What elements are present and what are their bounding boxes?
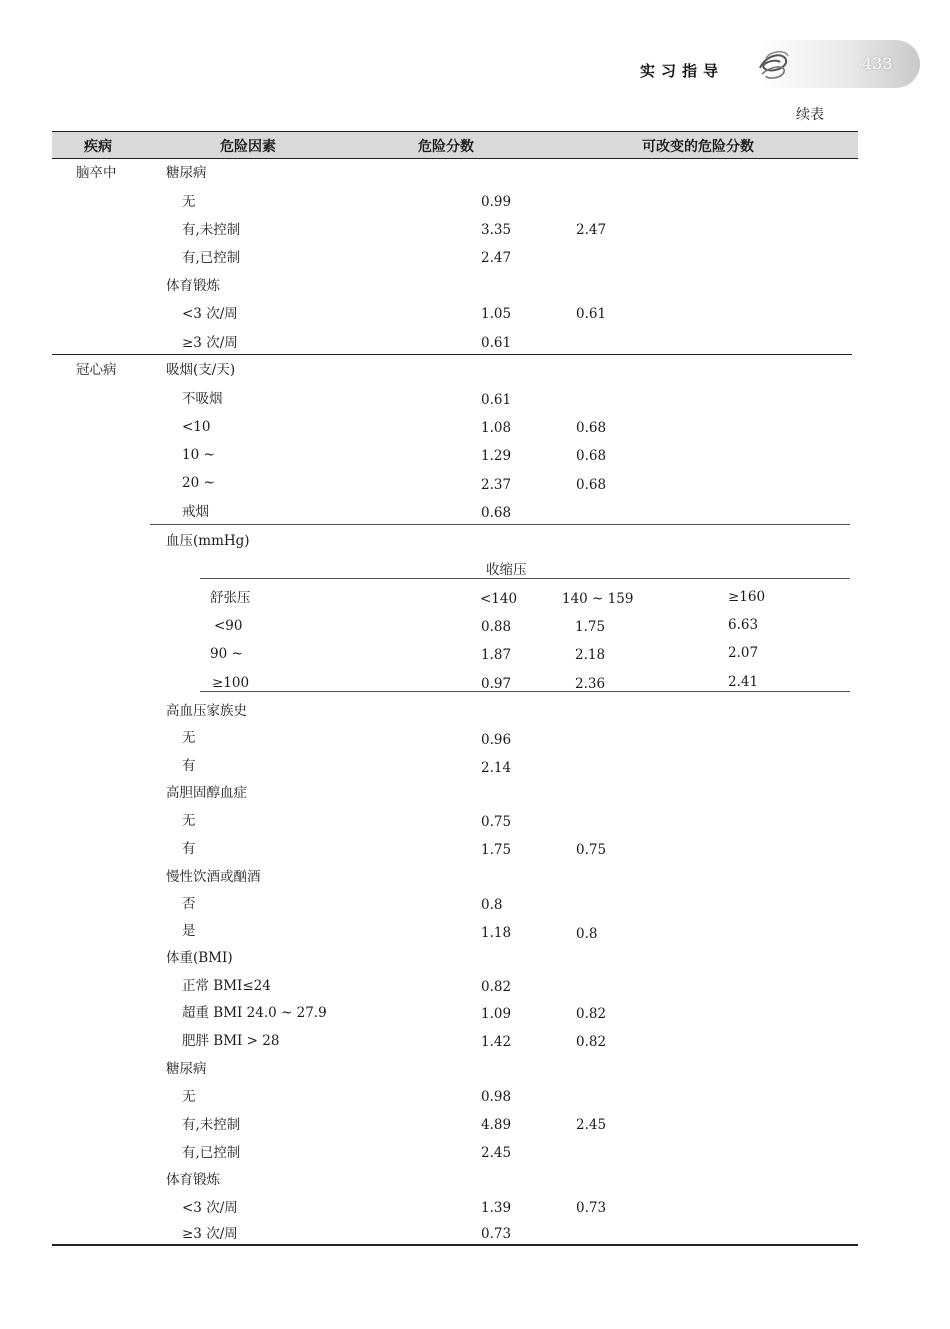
systolic-column-header: ≥160 (728, 589, 766, 605)
factor-level-label: 不吸烟 (182, 391, 223, 407)
factor-level-label: 有 (182, 758, 196, 774)
table-bottom-rule (52, 1244, 858, 1246)
risk-score-value: 2.45 (481, 1145, 512, 1161)
factor-level-label: 有,未控制 (182, 222, 241, 238)
risk-score-value: 0.61 (481, 392, 512, 408)
column-header-disease: 疾病 (84, 139, 112, 155)
bp-score-value: 2.36 (575, 676, 606, 692)
bp-score-value: 1.87 (481, 647, 512, 663)
risk-score-value: 2.14 (481, 760, 512, 776)
risk-score-value: 1.75 (481, 842, 512, 858)
running-header-title: 实习指导 (640, 62, 725, 80)
factor-level-label: 戒烟 (182, 504, 209, 520)
factor-level-label: ≥3 次/周 (182, 1226, 238, 1242)
modifiable-score-value: 0.75 (576, 842, 607, 858)
factor-level-label: 无 (182, 813, 196, 829)
risk-score-value: 0.82 (481, 979, 512, 995)
bp-score-value: 2.18 (575, 647, 606, 663)
column-header-risk-score: 危险分数 (418, 139, 474, 155)
factor-label: 糖尿病 (166, 165, 207, 181)
factor-level-label: 否 (182, 896, 196, 912)
diastolic-header: 舒张压 (210, 590, 251, 606)
risk-score-value: 1.42 (481, 1034, 512, 1050)
bp-score-value: 2.41 (728, 674, 759, 690)
diastolic-row-label: ≥100 (212, 675, 250, 691)
risk-score-value: 0.98 (481, 1089, 512, 1105)
factor-label: 高胆固醇血症 (166, 785, 247, 801)
factor-label: 血压(mmHg) (166, 533, 250, 549)
systolic-column-header: 140 ~ 159 (562, 591, 634, 607)
factor-level-label: 正常 BMI≤24 (182, 978, 271, 994)
factor-label: 吸烟(支/天) (166, 362, 236, 378)
column-header-modifiable-score: 可改变的危险分数 (642, 139, 754, 155)
risk-score-value: 0.99 (481, 194, 512, 210)
modifiable-score-value: 0.68 (576, 448, 607, 464)
subsection-divider (150, 524, 850, 525)
factor-level-label: ≥3 次/周 (182, 335, 238, 351)
diastolic-row-label: <90 (214, 618, 243, 634)
column-header-risk-factor: 危险因素 (220, 139, 276, 155)
risk-score-value: 0.8 (481, 897, 503, 913)
factor-label: 体育锻炼 (166, 1172, 220, 1188)
risk-score-value: 1.09 (481, 1006, 512, 1022)
risk-score-value: 2.47 (481, 250, 512, 266)
continued-label: 续表 (796, 107, 824, 123)
modifiable-score-value: 0.73 (576, 1200, 607, 1216)
systolic-header: 收缩压 (486, 562, 527, 578)
factor-level-label: 10 ~ (182, 447, 215, 463)
factor-level-label: 超重 BMI 24.0 ~ 27.9 (182, 1005, 327, 1021)
diastolic-row-label: 90 ~ (210, 646, 243, 662)
factor-level-label: 是 (182, 923, 196, 939)
risk-score-value: 0.73 (481, 1226, 512, 1242)
factor-level-label: 有,已控制 (182, 1145, 241, 1161)
modifiable-score-value: 0.82 (576, 1006, 607, 1022)
risk-score-value: 1.08 (481, 420, 512, 436)
disease-stroke: 脑卒中 (76, 165, 117, 181)
modifiable-score-value: 0.68 (576, 477, 607, 493)
factor-label: 体育锻炼 (166, 278, 220, 294)
modifiable-score-value: 2.45 (576, 1117, 607, 1133)
factor-level-label: 有 (182, 841, 196, 857)
disease-chd: 冠心病 (76, 362, 117, 378)
risk-score-value: 1.18 (481, 925, 512, 941)
swirl-logo-icon (756, 46, 790, 82)
modifiable-score-value: 0.61 (576, 306, 607, 322)
factor-level-label: 有,已控制 (182, 250, 241, 266)
risk-score-value: 2.37 (481, 477, 512, 493)
risk-score-value: 1.39 (481, 1200, 512, 1216)
factor-level-label: 无 (182, 194, 196, 210)
risk-score-value: 0.61 (481, 335, 512, 351)
risk-score-value: 1.29 (481, 448, 512, 464)
factor-level-label: 肥胖 BMI > 28 (182, 1033, 280, 1049)
risk-score-value: 0.68 (481, 505, 512, 521)
factor-label: 慢性饮酒或酗酒 (166, 869, 261, 885)
bp-score-value: 0.97 (481, 676, 512, 692)
modifiable-score-value: 0.8 (576, 926, 598, 942)
factor-label: 糖尿病 (166, 1061, 207, 1077)
factor-level-label: 有,未控制 (182, 1117, 241, 1133)
factor-level-label: <10 (182, 419, 211, 435)
risk-score-value: 0.75 (481, 814, 512, 830)
modifiable-score-value: 2.47 (576, 222, 607, 238)
factor-label: 体重(BMI) (166, 950, 233, 966)
modifiable-score-value: 0.82 (576, 1034, 607, 1050)
factor-level-label: <3 次/周 (182, 1200, 238, 1216)
bp-subtable-rule (200, 578, 850, 579)
risk-score-value: 3.35 (481, 222, 512, 238)
bp-score-value: 0.88 (481, 619, 512, 635)
bp-score-value: 6.63 (728, 617, 759, 633)
risk-score-value: 1.05 (481, 306, 512, 322)
bp-score-value: 2.07 (728, 645, 759, 661)
bp-subtable-bottom-rule (200, 691, 850, 692)
factor-level-label: <3 次/周 (182, 306, 238, 322)
factor-level-label: 无 (182, 1089, 196, 1105)
factor-label: 高血压家族史 (166, 703, 247, 719)
systolic-column-header: <140 (480, 591, 518, 607)
factor-level-label: 20 ~ (182, 475, 215, 491)
bp-score-value: 1.75 (575, 619, 606, 635)
factor-level-label: 无 (182, 730, 196, 746)
section-divider (52, 354, 852, 355)
page-number: 433 (862, 54, 893, 73)
risk-score-value: 0.96 (481, 732, 512, 748)
risk-score-value: 4.89 (481, 1117, 512, 1133)
table-header-rule (52, 158, 858, 159)
modifiable-score-value: 0.68 (576, 420, 607, 436)
